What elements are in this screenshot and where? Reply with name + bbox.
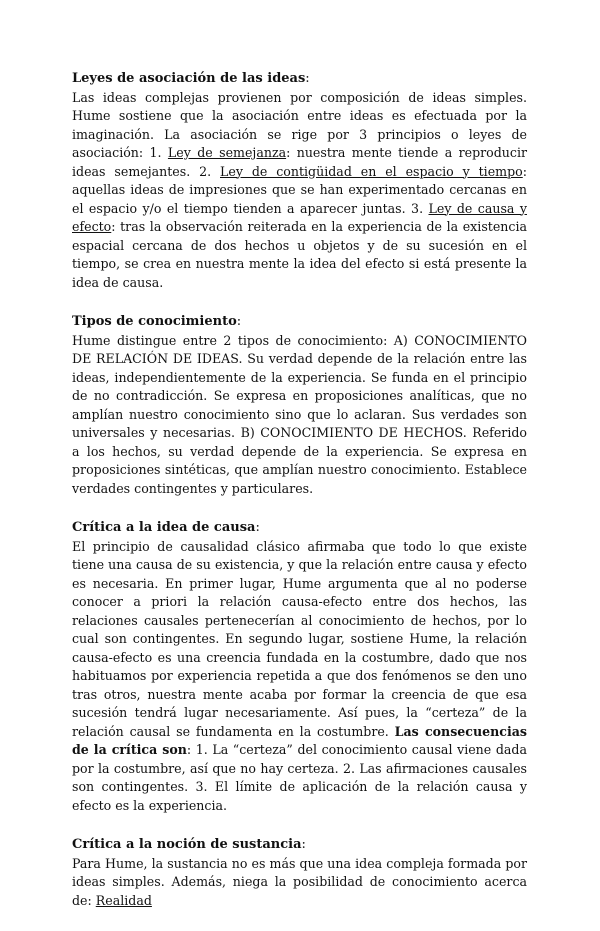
section-body: Hume distingue entre 2 tipos de conocimiento: A) CONOCIMIENTO DE RELACIÓN DE IDEAS. Su verdad depende de la relación entre las ideas, independientemente de la experiencia. Se funda en el principio de no contradicción. Se expresa en proposiciones analíticas, que no amplían nuestro conocimiento sino que lo aclaran. Sus verdades son universales y necesarias. B) CONOCIMIENTO DE HECHOS. Referido a los hechos, su verdad depende de la experiencia. Se expresa en proposiciones sintéticas, que amplían nuestro conocimiento. Establece verdades contingentes y particulares. xyxy=(72,332,527,496)
section-heading: Crítica a la idea de causa: xyxy=(72,520,260,535)
section-body: Las ideas complejas provienen por composición de ideas simples. Hume sostiene que la asociación entre ideas es efectuada por la imaginación. La asociación se rige por 3 principios o leyes de asociación: 1. Ley de semejanza: nuestra mente tiende a reproducir ideas semejantes. 2. Ley de contigüidad en el espacio y tiempo: aquellas ideas de impresiones que se han experimentado cercanas en el espacio y/o el tiempo tienden a aparecer juntas. 3. Ley de causa y efecto: tras la observación reiterada en la experiencia de la existencia espacial cercana de dos hechos u objetos y de su sucesión en el tiempo, se crea en nuestra mente la idea del efecto si está presente la idea de causa. xyxy=(72,89,528,290)
underlined-term: Realidad xyxy=(95,892,152,908)
section-tipos-conocimiento xyxy=(72,313,527,498)
underlined-term: Ley de contigüidad en el espacio y tiempo xyxy=(220,163,523,179)
underlined-term: Ley de semejanza xyxy=(167,145,287,160)
bold-phrase: Las consecuencias de la crítica son xyxy=(72,723,527,757)
section-heading: Crítica a la noción de sustancia: xyxy=(72,837,306,852)
document-page xyxy=(72,70,527,931)
underlined-term: Ley de causa y efecto xyxy=(72,200,527,234)
section-critica-sustancia xyxy=(72,836,527,910)
section-critica-causa xyxy=(72,519,527,815)
section-body: Para Hume, la sustancia no es más que una idea compleja formada por ideas simples. Además, niega la posibilidad de conocimiento acerca de: Realidad xyxy=(72,855,527,908)
section-leyes-asociacion xyxy=(72,70,527,292)
section-heading: Tipos de conocimiento: xyxy=(72,314,242,329)
section-body: El principio de causalidad clásico afirmaba que todo lo que existe tiene una causa de su existencia, y que la relación entre causa y efecto es necesaria. En primer lugar, Hume argumenta que al no poderse conocer a priori la relación causa-efecto entre dos hechos, las relaciones causales pertenecerían al conocimiento de hechos, por lo cual son contingentes. En segundo lugar, sostiene Hume, la relación causa-efecto es una creencia fundada en la costumbre, dado que nos habituamos por experiencia repetida a que dos fenómenos se den uno tras otros, nuestra mente acaba por formar la creencia de que esa sucesión tendrá lugar necesariamente. Así pues, la “certeza” de la relación causal se fundamenta en la costumbre. Las consecuencias de la crítica son: 1. La “certeza” del conocimiento causal viene dada por la costumbre, así que no hay certeza. 2. Las afirmaciones causales son contingentes. 3. El límite de aplicación de la relación causa y efecto es la experiencia. xyxy=(72,538,527,813)
section-heading: Leyes de asociación de las ideas: xyxy=(72,71,310,86)
